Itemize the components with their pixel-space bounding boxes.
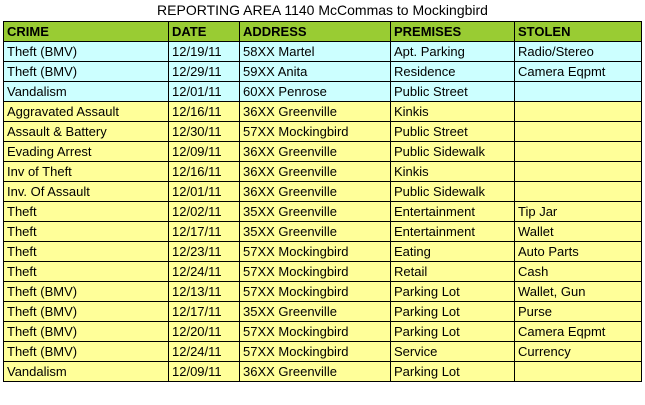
cell-date: 12/16/11 xyxy=(169,102,240,122)
table-row xyxy=(4,62,642,82)
cell-stolen xyxy=(515,122,642,142)
cell-address: 60XX Penrose xyxy=(240,82,391,102)
cell-premises: Kinkis xyxy=(391,162,515,182)
cell-crime: Theft (BMV) xyxy=(4,42,169,62)
cell-date: 12/23/11 xyxy=(169,242,240,262)
cell-premises: Parking Lot xyxy=(391,282,515,302)
cell-premises: Public Sidewalk xyxy=(391,182,515,202)
cell-crime: Evading Arrest xyxy=(4,142,169,162)
cell-stolen: Camera Eqpmt xyxy=(515,62,642,82)
cell-address: 36XX Greenville xyxy=(240,162,391,182)
cell-address: 36XX Greenville xyxy=(240,182,391,202)
crime-table xyxy=(3,21,642,382)
cell-address: 57XX Mockingbird xyxy=(240,262,391,282)
cell-date: 12/17/11 xyxy=(169,222,240,242)
cell-date: 12/20/11 xyxy=(169,322,240,342)
cell-crime: Aggravated Assault xyxy=(4,102,169,122)
cell-address: 57XX Mockingbird xyxy=(240,282,391,302)
cell-stolen xyxy=(515,82,642,102)
cell-address: 35XX Greenville xyxy=(240,202,391,222)
header-date: DATE xyxy=(169,22,240,42)
cell-address: 36XX Greenville xyxy=(240,362,391,382)
table-row xyxy=(4,42,642,62)
cell-date: 12/29/11 xyxy=(169,62,240,82)
cell-date: 12/16/11 xyxy=(169,162,240,182)
header-stolen: STOLEN xyxy=(515,22,642,42)
cell-address: 59XX Anita xyxy=(240,62,391,82)
cell-address: 58XX Martel xyxy=(240,42,391,62)
cell-crime: Theft (BMV) xyxy=(4,62,169,82)
cell-premises: Public Sidewalk xyxy=(391,142,515,162)
table-row xyxy=(4,322,642,342)
cell-premises: Kinkis xyxy=(391,102,515,122)
cell-crime: Theft xyxy=(4,242,169,262)
cell-stolen: Auto Parts xyxy=(515,242,642,262)
cell-premises: Entertainment xyxy=(391,222,515,242)
cell-premises: Apt. Parking xyxy=(391,42,515,62)
cell-address: 57XX Mockingbird xyxy=(240,342,391,362)
cell-stolen xyxy=(515,142,642,162)
cell-stolen: Radio/Stereo xyxy=(515,42,642,62)
cell-stolen xyxy=(515,362,642,382)
table-row xyxy=(4,82,642,102)
table-row xyxy=(4,262,642,282)
cell-address: 57XX Mockingbird xyxy=(240,122,391,142)
cell-premises: Public Street xyxy=(391,122,515,142)
cell-date: 12/17/11 xyxy=(169,302,240,322)
cell-premises: Entertainment xyxy=(391,202,515,222)
cell-stolen xyxy=(515,102,642,122)
cell-premises: Public Street xyxy=(391,82,515,102)
cell-stolen: Wallet, Gun xyxy=(515,282,642,302)
cell-address: 36XX Greenville xyxy=(240,142,391,162)
cell-date: 12/19/11 xyxy=(169,42,240,62)
cell-stolen: Purse xyxy=(515,302,642,322)
cell-date: 12/01/11 xyxy=(169,182,240,202)
cell-date: 12/01/11 xyxy=(169,82,240,102)
cell-address: 36XX Greenville xyxy=(240,102,391,122)
cell-premises: Service xyxy=(391,342,515,362)
cell-premises: Parking Lot xyxy=(391,302,515,322)
cell-stolen: Cash xyxy=(515,262,642,282)
cell-stolen: Camera Eqpmt xyxy=(515,322,642,342)
table-row xyxy=(4,102,642,122)
table-row xyxy=(4,302,642,322)
cell-address: 35XX Greenville xyxy=(240,302,391,322)
cell-crime: Assault & Battery xyxy=(4,122,169,142)
cell-crime: Inv of Theft xyxy=(4,162,169,182)
cell-date: 12/13/11 xyxy=(169,282,240,302)
cell-crime: Theft (BMV) xyxy=(4,342,169,362)
cell-stolen: Currency xyxy=(515,342,642,362)
cell-stolen: Wallet xyxy=(515,222,642,242)
table-row xyxy=(4,202,642,222)
table-header-row xyxy=(4,22,642,42)
cell-crime: Theft (BMV) xyxy=(4,302,169,322)
header-premises: PREMISES xyxy=(391,22,515,42)
table-row xyxy=(4,222,642,242)
cell-crime: Theft xyxy=(4,262,169,282)
cell-date: 12/30/11 xyxy=(169,122,240,142)
cell-crime: Theft (BMV) xyxy=(4,282,169,302)
cell-crime: Theft (BMV) xyxy=(4,322,169,342)
cell-crime: Theft xyxy=(4,202,169,222)
table-row xyxy=(4,282,642,302)
cell-date: 12/09/11 xyxy=(169,362,240,382)
cell-crime: Vandalism xyxy=(4,362,169,382)
table-row xyxy=(4,142,642,162)
cell-crime: Vandalism xyxy=(4,82,169,102)
cell-crime: Theft xyxy=(4,222,169,242)
cell-stolen xyxy=(515,162,642,182)
cell-stolen xyxy=(515,182,642,202)
cell-crime: Inv. Of Assault xyxy=(4,182,169,202)
cell-premises: Residence xyxy=(391,62,515,82)
table-row xyxy=(4,182,642,202)
table-row xyxy=(4,342,642,362)
cell-date: 12/24/11 xyxy=(169,262,240,282)
cell-premises: Parking Lot xyxy=(391,322,515,342)
cell-date: 12/02/11 xyxy=(169,202,240,222)
cell-date: 12/09/11 xyxy=(169,142,240,162)
cell-address: 57XX Mockingbird xyxy=(240,242,391,262)
table-row xyxy=(4,122,642,142)
cell-premises: Eating xyxy=(391,242,515,262)
table-row xyxy=(4,242,642,262)
cell-address: 35XX Greenville xyxy=(240,222,391,242)
cell-premises: Retail xyxy=(391,262,515,282)
report-title: REPORTING AREA 1140 McCommas to Mockingbird xyxy=(157,2,488,18)
cell-stolen: Tip Jar xyxy=(515,202,642,222)
header-crime: CRIME xyxy=(4,22,169,42)
cell-premises: Parking Lot xyxy=(391,362,515,382)
table-row xyxy=(4,162,642,182)
cell-date: 12/24/11 xyxy=(169,342,240,362)
cell-address: 57XX Mockingbird xyxy=(240,322,391,342)
header-address: ADDRESS xyxy=(240,22,391,42)
table-row xyxy=(4,362,642,382)
